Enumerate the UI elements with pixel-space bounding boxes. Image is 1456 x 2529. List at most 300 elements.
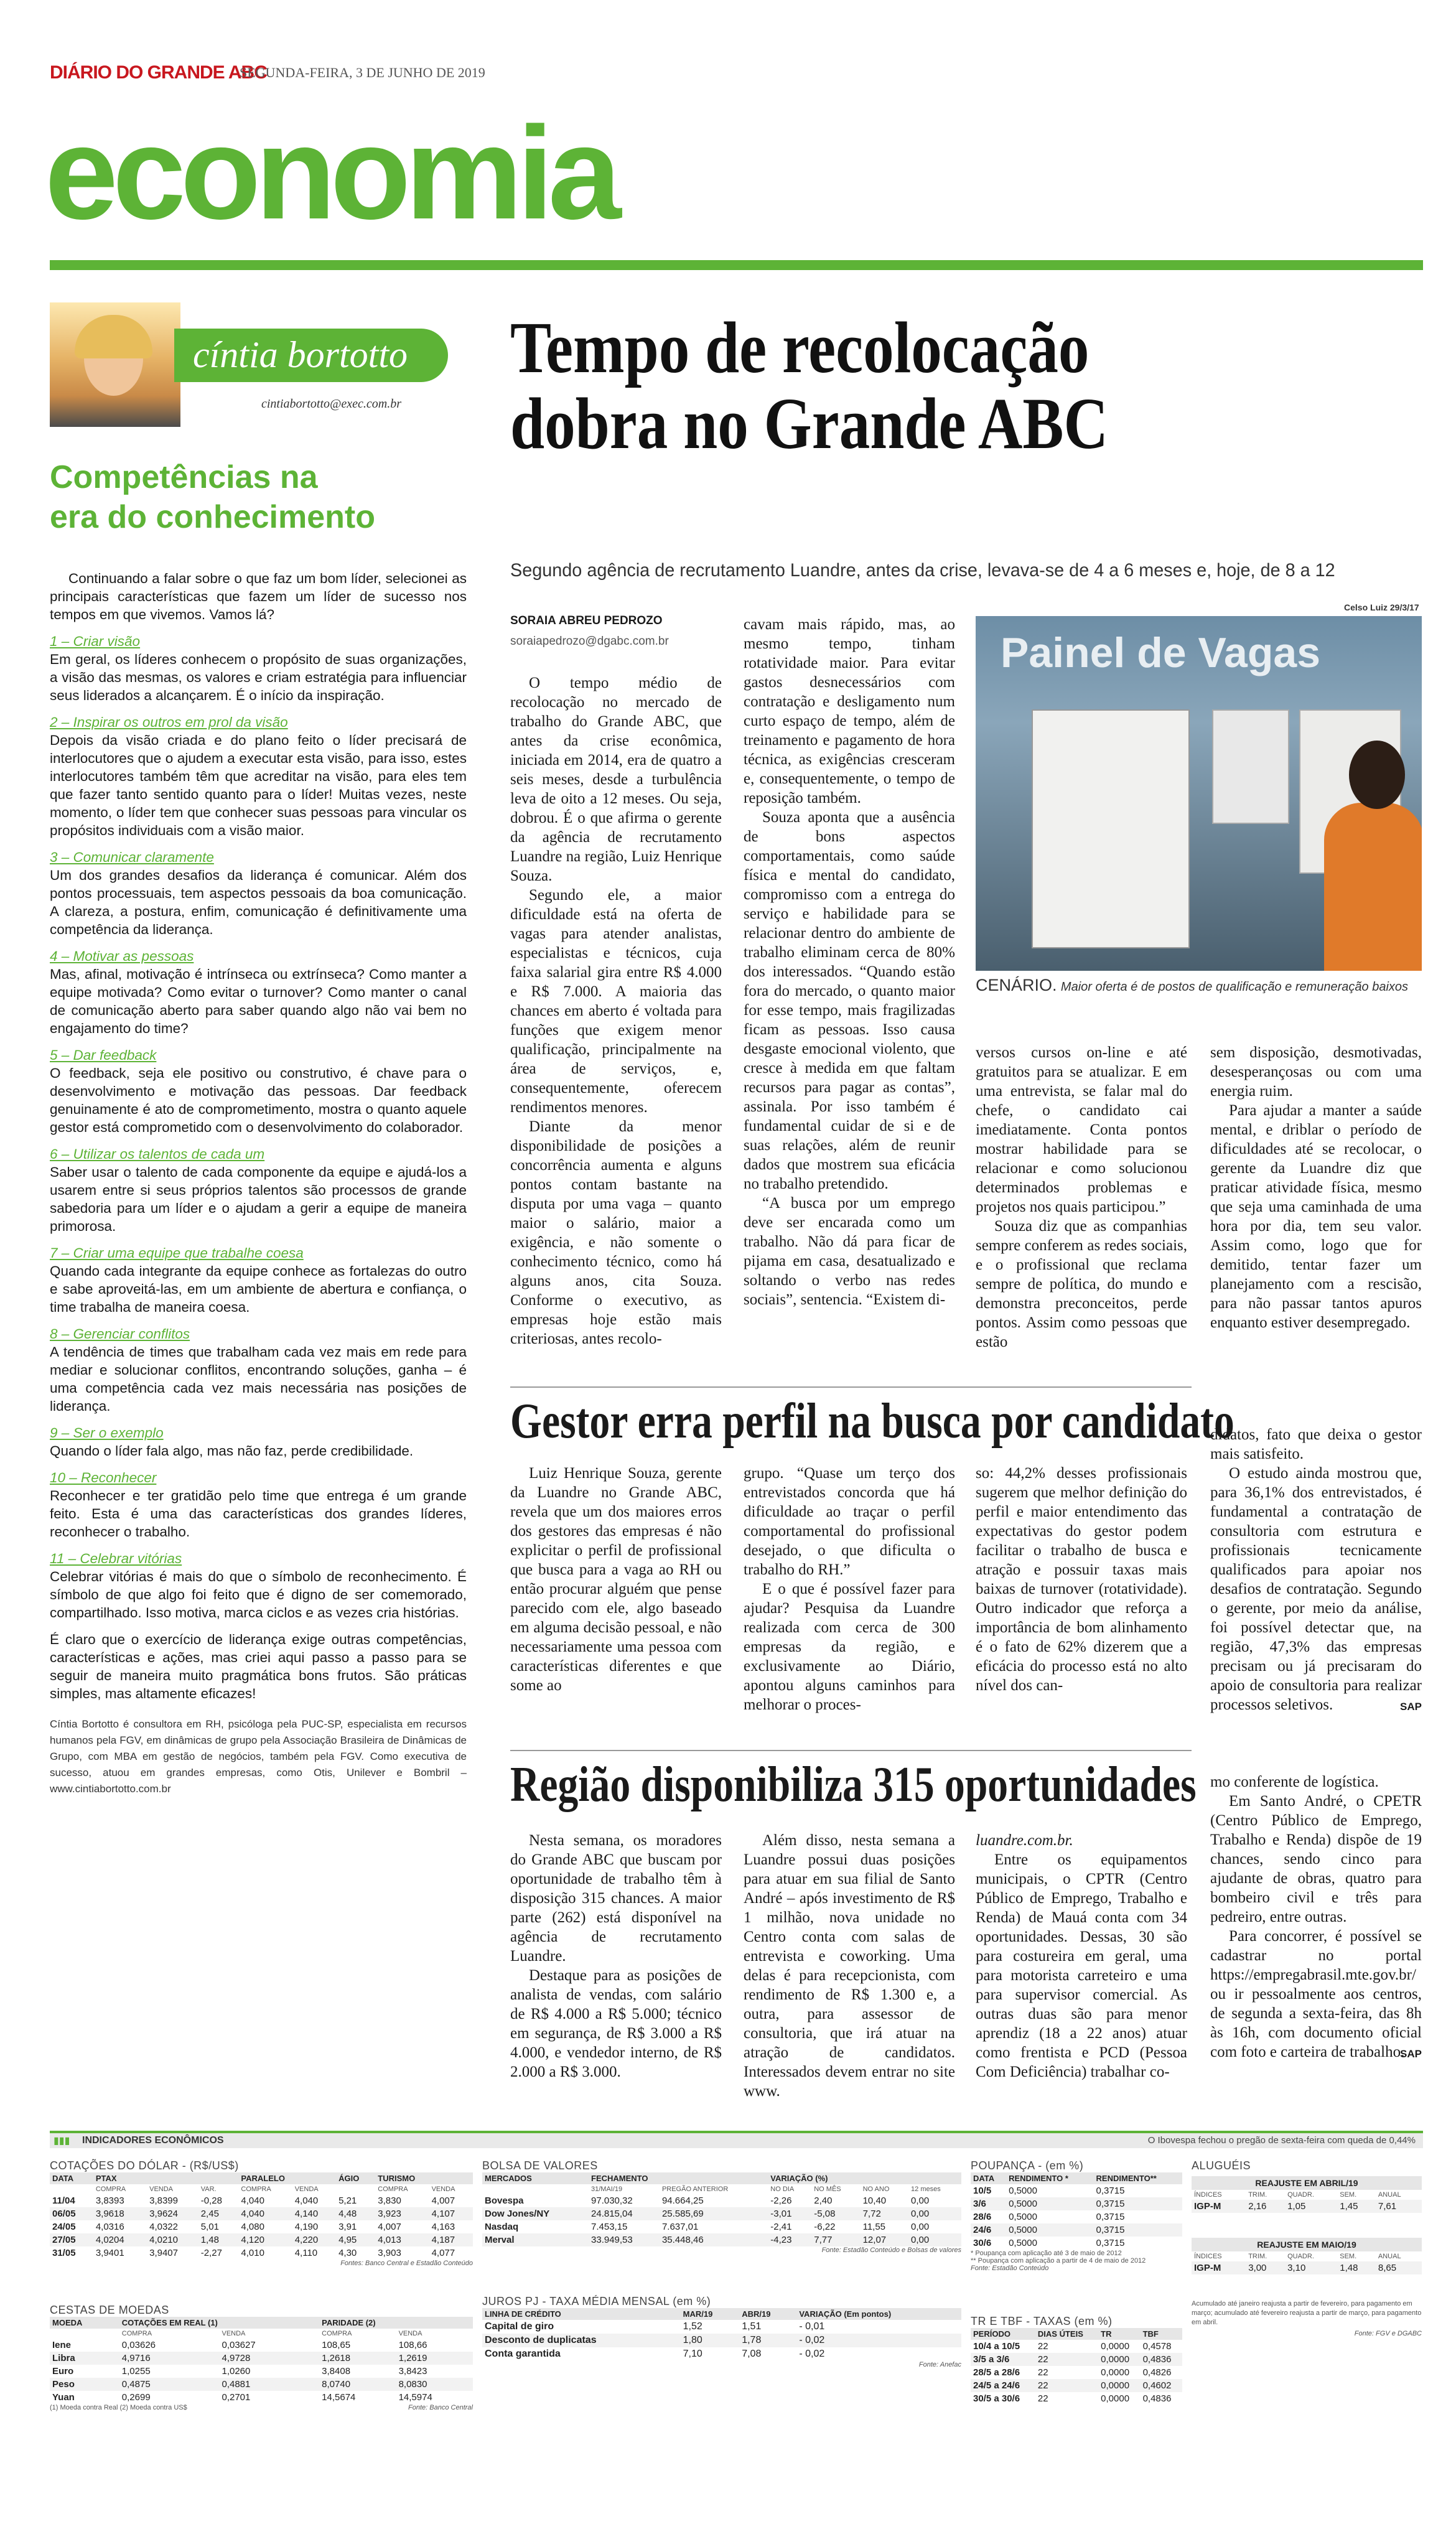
column-title-line-2: era do conhecimento <box>50 499 375 535</box>
juros-title: JUROS PJ - TAXA MÉDIA MENSAL (em %) <box>482 2295 711 2307</box>
cell: 4,190 <box>294 2222 319 2232</box>
cell: 1,51 <box>742 2321 762 2332</box>
cell: 0,4578 <box>1142 2341 1172 2352</box>
col-header: SEM. <box>1340 2191 1357 2199</box>
item-heading: 11 – Celebrar vitórias <box>50 1551 182 1566</box>
table-row <box>971 2366 1182 2379</box>
story-col-2 <box>744 615 955 1309</box>
sub-header: PREGÃO ANTERIOR <box>661 2185 729 2193</box>
cell: -4,23 <box>768 2233 811 2246</box>
item-heading: 5 – Dar feedback <box>50 1047 157 1063</box>
cell: 7.453,15 <box>591 2222 628 2232</box>
item-heading: 8 – Gerenciar conflitos <box>50 1326 190 1342</box>
headline-line-2: dobra no Grande ABC <box>510 383 1109 464</box>
col-header: RENDIMENTO** <box>1094 2172 1182 2184</box>
cell: 14,5674 <box>322 2392 356 2403</box>
cell: 24/05 <box>52 2222 76 2232</box>
note: * Poupança com aplicação até 3 de maio de 2012 <box>971 2250 1122 2257</box>
paragraph: so: 44,2% desses profissionais sugerem que melhor definição do perfil e maior entendimento das expectativas do gestor podem facilitar o trabalho de busca e atração e possuir taxas mais baixas de turnover (rotatividade). Outro indicador que reforça a importância de bom alinhamento é o fato de 62% dizerem que a eficácia do processo está no alto nível dos can- <box>976 1465 1187 1694</box>
sub-header: VENDA <box>294 2185 319 2193</box>
poupanca-rows <box>971 2184 1182 2250</box>
cell: 0,0000 <box>1101 2367 1130 2378</box>
cell: 3,9624 <box>147 2207 198 2220</box>
cell: Libra <box>50 2352 119 2365</box>
abr-title: REAJUSTE EM ABRIL/19 <box>1192 2176 1422 2190</box>
sub-header: COMPRA <box>241 2185 271 2193</box>
chart-icon: ▮▮▮ <box>54 2136 70 2146</box>
cell: 0,3715 <box>1094 2223 1182 2237</box>
col-header: ANUAL <box>1378 2191 1401 2199</box>
cell: 4,140 <box>292 2207 336 2220</box>
sub1-col-4 <box>1210 1425 1422 1716</box>
indicators-bar <box>50 2131 1423 2148</box>
item-text: Depois da visão criada e do plano feito o líder precisará de interlocutores que o ajudem a executar esta visão, para isso, estes interlocutores também têm que acreditar na visão, para eles tem que fazer tanto sentido quanto para o líder! Muitas vezes, neste momento, o líder tem que conhecer suas pessoas para vincular os propósitos individuais com a visão maior. <box>50 732 467 838</box>
cell: -2,27 <box>200 2248 222 2258</box>
column-title-line-1: Competências na <box>50 459 318 495</box>
cell: 4,0210 <box>147 2233 198 2246</box>
cell: Conta garantida <box>485 2349 561 2359</box>
table-row <box>482 2320 961 2334</box>
juros-table <box>482 2295 961 2368</box>
col-header: TRIM. <box>1248 2253 1267 2260</box>
col-header: PTAX <box>93 2172 198 2184</box>
cell: 4,010 <box>241 2248 264 2258</box>
columnist-photo <box>50 302 180 427</box>
sub-header: VENDA <box>398 2330 422 2337</box>
table-row <box>482 2334 961 2347</box>
paragraph: E o que é possível fazer para ajudar? Pesquisa da Luandre realizada com cerca de 300 empresas da região, e exclusivamente ao Diário, apontou alguns caminhos para melhorar o proces- <box>744 1581 955 1713</box>
cell: 1,80 <box>681 2334 740 2347</box>
cell: 4,0204 <box>93 2233 147 2246</box>
cell: 4,0316 <box>95 2222 124 2232</box>
sub-header: COMPRA <box>378 2185 408 2193</box>
col-header: LINHA DE CRÉDITO <box>482 2308 681 2320</box>
cell: 4,040 <box>238 2207 292 2220</box>
cell: 4,107 <box>429 2207 473 2220</box>
photo-credit: Celso Luiz 29/3/17 <box>1344 602 1419 612</box>
cell: 8,0740 <box>319 2378 396 2391</box>
paragraph: versos cursos on-line e até gratuitos para se atualizar. E em uma entrevista, se falar mal do chefe, o candidato cai imediatamente. Conta pontos mostrar habilidade para se relacionar e como solucionou determinados problemas e projetos nos quais participou.” <box>976 1044 1187 1215</box>
paragraph: O estudo ainda mostrou que, para 36,1% dos entrevistados, é fundamental a contratação de consultoria com estrutura e profissionais tecnicamente qualificados para apoiar nos desafios de contratação. Segundo o gerente, por meio da análise, foi possível detectar que, na região, 47,3% das empresas precisam ou já precisaram do apoio de consultoria para realizar processos seletivos. <box>1210 1465 1422 1713</box>
item-text: Mas, afinal, motivação é intrínseca ou extrínseca? Como manter a equipe motivada? Como evitar o turnover? Como manter o canal de comunicação aberto para saber quando algo não vai bem no engajamento do time? <box>50 966 467 1036</box>
col-header: TRIM. <box>1248 2191 1267 2199</box>
cell: 3,903 <box>378 2248 401 2258</box>
item-text: Quando cada integrante da equipe conhece as fortalezas do outro e sabe aproveitá-las, em um ambiente de abertura e confiança, o time trabalha de maneira coesa. <box>50 1263 467 1315</box>
cell: 0,4836 <box>1141 2353 1182 2366</box>
cell: 22 <box>1037 2393 1048 2404</box>
cell: 97.030,32 <box>591 2195 633 2206</box>
cell: 108,66 <box>398 2340 427 2350</box>
mai-title: REAJUSTE EM MAIO/19 <box>1192 2238 1422 2251</box>
sub-header: 31/MAI/19 <box>591 2185 623 2193</box>
cell: -5,08 <box>811 2207 860 2220</box>
cell: 3,00 <box>1246 2261 1285 2274</box>
cell: Bovespa <box>485 2195 524 2206</box>
item-text: Um dos grandes desafios da liderança é comunicar. Além dos pontos processuais, tem aspectos pessoais da boa comunicação. A clareza, a postura, enfim, comunicação é definitivamente uma competência da liderança. <box>50 867 467 937</box>
col-header: MOEDA <box>50 2317 119 2329</box>
cell: 1,48 <box>1337 2261 1376 2274</box>
item-heading: 10 – Reconhecer <box>50 1470 157 1485</box>
cell: 4,040 <box>294 2195 319 2206</box>
paragraph: Luiz Henrique Souza, gerente da Luandre no Grande ABC, revela que um dos maiores erros dos gestores das empresas é não explicitar o perfil de profissional que busca para a vaga ao RH ou então procurar alguém que pense parecido com ele, algo baseado em alguma decisão pessoal, e não necessariamente uma pessoa com características diferentes e que some ao <box>510 1465 722 1694</box>
sub-header: VENDA <box>222 2330 246 2337</box>
table-row <box>971 2353 1182 2366</box>
photo-caption <box>976 976 1424 995</box>
cell: 0,00 <box>911 2222 930 2232</box>
cell: 5,01 <box>200 2222 219 2232</box>
paragraph: Em Santo André, o CPETR (Centro Público de Emprego, Trabalho e Renda) dispõe de 19 chances, sendo cinco para ajudante de obras, quatro para bombeiro civil e três para pedreiro, entre outras. <box>1210 1793 1422 1925</box>
bolsa-title: BOLSA DE VALORES <box>482 2159 598 2172</box>
cell: 0,00 <box>908 2207 961 2220</box>
cell: 0,0000 <box>1098 2379 1140 2392</box>
cell: 7,10 <box>683 2349 702 2359</box>
divider <box>510 1750 1192 1751</box>
cell: 4,110 <box>294 2248 318 2258</box>
cell: 3,830 <box>378 2195 401 2206</box>
alugueis-table <box>1192 2159 1422 2337</box>
cell: -2,41 <box>770 2222 792 2232</box>
col-header: MAR/19 <box>681 2308 740 2320</box>
cell: 3,8399 <box>149 2195 178 2206</box>
cell: 11/04 <box>52 2195 75 2206</box>
moedas-table <box>50 2304 473 2411</box>
sub2-title: Região disponibiliza 315 oportunidades <box>510 1757 1197 1812</box>
cell: 0,0000 <box>1101 2341 1130 2352</box>
table-row <box>50 2207 473 2220</box>
item-text: Saber usar o talento de cada componente da equipe e ajudá-los a usarem entre si seus próprios talentos são processos de grande sabedoria para um líder e o ajudam a gerir a equipe de maneira primorosa. <box>50 1164 467 1234</box>
poupanca-table <box>971 2159 1182 2272</box>
sub1-col-3 <box>976 1464 1187 1695</box>
col-header: DIAS ÚTEIS <box>1035 2328 1098 2340</box>
cell: 33.949,53 <box>589 2233 660 2246</box>
table-row <box>971 2197 1182 2210</box>
paragraph: Diante da menor disponibilidade de posições a concorrência aumenta e alguns pontos contam bastante na disputa por uma vaga – quanto maior o salário, maior a exigência, e não somente o conhecimento técnico, como há alguns anos, cita Souza. Conforme o executivo, as empresas hoje estão mais criteriosas, antes recolo- <box>510 1118 722 1347</box>
cell: 3,9407 <box>149 2248 178 2258</box>
cell: Capital de giro <box>485 2321 554 2332</box>
cell: 22 <box>1035 2379 1098 2392</box>
item-heading: 2 – Inspirar os outros em prol da visão <box>50 714 288 730</box>
source: Fonte: FGV e DGABC <box>1354 2330 1422 2337</box>
cell: 1,45 <box>1337 2200 1376 2213</box>
dolar-rows <box>50 2194 473 2260</box>
table-row <box>971 2392 1182 2405</box>
juros-rows <box>482 2320 961 2361</box>
col-header: MERCADOS <box>482 2172 589 2184</box>
source: Fontes: Banco Central e Estadão Conteúdo <box>340 2260 473 2267</box>
cell: 0,2699 <box>121 2392 151 2403</box>
table-row <box>50 2352 473 2365</box>
columnist-email: cintiabortotto@exec.com.br <box>261 397 402 411</box>
sub-header: NO ANO <box>862 2185 890 2193</box>
note: (1) Moeda contra Real (2) Moeda contra US$ <box>50 2404 187 2411</box>
cell: 1,52 <box>683 2321 702 2332</box>
table-row <box>50 2246 473 2260</box>
paragraph: “A busca por um emprego deve ser encarada como um trabalho. Não dá para ficar de pijama em casa, desatualizado e soltando o verbo nas redes sociais”, sentencia. “Existem di- <box>744 1195 955 1308</box>
table-row <box>50 2339 473 2352</box>
story-col-4 <box>1210 1043 1422 1332</box>
issue-date: SEGUNDA-FEIRA, 3 DE JUNHO DE 2019 <box>240 65 485 80</box>
paragraph: Segundo ele, a maior dificuldade está na oferta de vagas para atender analistas, especialistas e técnicos, cuja faixa salarial gira entre R$ 4.000 e R$ 7.000. A maioria das chances em aberto é voltada para funções que exigem menor qualificação, principalmente na área de serviços, e, consequentemente, oferecem rendimentos menores. <box>510 887 722 1116</box>
cell: 35.448,46 <box>660 2233 768 2246</box>
cell: - 0,02 <box>796 2334 961 2347</box>
cell: 4,9728 <box>219 2352 319 2365</box>
col-header: SEM. <box>1340 2253 1357 2260</box>
paragraph: Souza aponta que a ausência de bons aspectos comportamentais, como saúde física e mental do candidato, compromisso com a entrega do serviço e habilidade para se relacionar dentro do ambiente de trabalho eliminam cerca de 80% dos interessados. “Quando estão fora do mercado, o quanto maior for esse tempo, mais fragilizadas ficam as pessoas. Isso causa desgaste emocional violento, que cresce à medida em que faltam recursos para pagar as contas”, assinala. Por isso também é fundamental cuidar de si e de suas relações, além de reunir dados que mostrem sua eficácia no trabalho pretendido. <box>744 809 955 1192</box>
table-row <box>50 2378 473 2391</box>
cell: 108,65 <box>322 2340 351 2350</box>
cell: 11,55 <box>862 2222 886 2232</box>
story-col-1 <box>510 673 722 1349</box>
story-photo <box>976 616 1422 971</box>
ibovespa-note: O Ibovespa fechou o pregão de sexta-feira com queda de 0,44% <box>1147 2135 1416 2146</box>
cell: 4,30 <box>338 2248 357 2258</box>
byline-email: soraiapedrozo@dgabc.com.br <box>510 635 669 648</box>
cell: 0,4836 <box>1142 2393 1172 2404</box>
item-text: O feedback, seja ele positivo ou construtivo, é chave para o desenvolvimento e motivação das pessoas. Dar feedback genuinamente é ato de comprometimento, mostra o quanto aquele gestor está comprometido com o desenvolvimento do colaborador. <box>50 1065 467 1135</box>
deck: Segundo agência de recrutamento Luandre, antes da crise, levava-se de 4 a 6 meses e, hoje, de 8 a 12 <box>510 560 1335 581</box>
cell: IGP-M <box>1192 2200 1246 2213</box>
table-row <box>971 2237 1182 2250</box>
paragraph: sem disposição, desmotivadas, desesperançosas ou com uma energia ruim. <box>1210 1044 1422 1100</box>
item-text: Em geral, os líderes conhecem o propósito de suas organizações, a visão das mesmas, os valores e criam estratégia para influenciar seus liderados a alcançarem. É o início da inspiração. <box>50 652 467 703</box>
column-title <box>50 457 375 537</box>
cell: Merval <box>482 2233 589 2246</box>
moedas-rows <box>50 2339 473 2404</box>
cell: 1,0260 <box>222 2366 251 2377</box>
sub-header: VAR. <box>200 2185 217 2193</box>
col-header: TURISMO <box>375 2172 473 2184</box>
bolsa-table <box>482 2159 961 2254</box>
cell: 10,40 <box>862 2195 887 2206</box>
col-header: TBF <box>1141 2328 1182 2340</box>
source: Fonte: Banco Central <box>408 2404 473 2411</box>
paragraph: Souza diz que as companhias sempre conferem as redes sociais, e o profissional que reclama sempre de política, do mundo e demonstra preconceitos, perde pontos. Assim como pessoas que estão <box>976 1218 1187 1350</box>
cell: 1,2618 <box>319 2352 396 2365</box>
cell: 0,00 <box>908 2233 961 2246</box>
sub-header: VENDA <box>149 2185 174 2193</box>
paragraph: grupo. “Quase um terço dos entrevistados concorda que há dificuldade ao traçar o perfil comportamental do profissional desejado, o que dificulta o trabalho do RH.” <box>744 1465 955 1578</box>
col-header: QUADR. <box>1287 2191 1314 2199</box>
col-header: PARALELO <box>238 2172 336 2184</box>
cell: 1,05 <box>1285 2200 1337 2213</box>
caption-text: Maior oferta é de postos de qualificação e remuneração baixos <box>1060 980 1409 994</box>
cell: Yuan <box>52 2392 75 2403</box>
headline-line-1: Tempo de recolocação <box>510 307 1090 388</box>
col-header: ÁGIO <box>336 2172 375 2184</box>
cell: 0,3715 <box>1096 2212 1125 2222</box>
col-header: FECHAMENTO <box>589 2172 768 2184</box>
divider <box>510 1386 1192 1388</box>
cell: 3,8393 <box>95 2195 124 2206</box>
sub1-title: Gestor erra perfil na busca por candidato <box>510 1394 1234 1449</box>
cell: -6,22 <box>814 2222 836 2232</box>
cell: 0,4875 <box>119 2378 220 2391</box>
column-bio: Cíntia Bortotto é consultora em RH, psicóloga pela PUC-SP, especialista em recursos humanos pela FGV, em dinâmicas de grupo pela Associação Brasileira de Dinâmicas de Grupo, com MBA em gestão de negócios, também pela FGV. Como executiva de sucesso, atuou em grandes empresas, como Otis, Unilever e Bombril – www.cintiabortotto.com.br <box>50 1718 467 1795</box>
note: ** Poupança com aplicação a partir de 4 de maio de 2012 <box>971 2257 1146 2265</box>
sub1-col-2 <box>744 1464 955 1714</box>
col-header: DATA <box>50 2172 93 2184</box>
cell: 4,040 <box>241 2195 264 2206</box>
table-row <box>971 2184 1182 2197</box>
col-header: PERÍODO <box>971 2328 1035 2340</box>
cell: IGP-M <box>1192 2261 1246 2274</box>
cell: 27/05 <box>50 2233 93 2246</box>
cell: 3,9401 <box>95 2248 124 2258</box>
cell: 7,08 <box>742 2349 762 2359</box>
col-header: ANUAL <box>1378 2253 1401 2260</box>
cell: -0,28 <box>200 2195 222 2206</box>
cell: 7.637,01 <box>661 2222 699 2232</box>
cell: 0,4881 <box>219 2378 319 2391</box>
cell: 0,5000 <box>1009 2238 1037 2248</box>
sub2-col-2 <box>744 1831 955 2101</box>
paragraph: O tempo médio de recolocação no mercado de trabalho do Grande ABC, que antes da crise econômica, iniciada em 2014, era de quatro a seis meses, desde a turbulência leva de oito a 12 meses. Ou seja, dobrou. É o que afirma o gerente da agência de recrutamento Luandre na região, Luiz Henrique Souza. <box>510 675 722 884</box>
note: Acumulado até janeiro reajusta a partir de fevereiro, para pagamento em março; acumulado até fevereiro reajusta a partir de março, para pagamento em abril. <box>1192 2300 1422 2326</box>
paragraph: Entre os equipamentos municipais, o CPTR (Centro Público de Emprego, Trabalho e Renda) de Mauá conta com 34 oportunidades. Dessas, 30 são para costureira em geral, uma para motorista carreteiro e uma para supervisor comercial. As outras duas são para menor aprendiz (18 a 22 anos) atuar como frentista e PCD (Pessoa Com Deficiência) trabalhar co- <box>976 1851 1187 2080</box>
cell: 4,077 <box>431 2248 455 2258</box>
poupanca-title: POUPANÇA - (em %) <box>971 2159 1084 2172</box>
paragraph: Para ajudar a manter a saúde mental, e driblar o período de dificuldades até se recolocar, o gerente da Luandre diz que praticar atividade física, mesmo que seja uma caminhada de uma hora por dia, tem seu valor. Assim como, logo que for demitido, tentar fazer um planejamento com a rescisão, para não passar tantos apuros enquanto estiver desempregado. <box>1210 1102 1422 1331</box>
cell: 3,923 <box>375 2207 429 2220</box>
cell: 4,080 <box>241 2222 264 2232</box>
cell: 24/5 a 24/6 <box>971 2379 1035 2392</box>
sub-header: 12 meses <box>911 2185 941 2193</box>
section-title: economia <box>45 99 616 246</box>
table-row <box>50 2220 473 2233</box>
cell: 0,03627 <box>222 2340 256 2350</box>
cell: Peso <box>50 2378 119 2391</box>
cell: 0,0000 <box>1101 2393 1130 2404</box>
cell: 30/5 a 30/6 <box>973 2393 1020 2404</box>
cell: 14,5974 <box>398 2392 432 2403</box>
col-header: TR <box>1098 2328 1140 2340</box>
cell: 2,45 <box>198 2207 239 2220</box>
cell: 28/5 a 28/6 <box>973 2367 1020 2378</box>
cell: 06/05 <box>50 2207 93 2220</box>
cell: 22 <box>1035 2353 1098 2366</box>
cell: 7,72 <box>861 2207 908 2220</box>
cell: 4,9716 <box>119 2352 220 2365</box>
col-header: ABR/19 <box>739 2308 796 2320</box>
sub2-col-1 <box>510 1831 722 2082</box>
paragraph: Além disso, nesta semana a Luandre possui duas posições para atuar em sua filial de Santo André – após investimento de R$ 1 milhão, nova unidade no Centro conta com salas de entrevista e coworking. Uma delas é para recepcionista, com rendimento de R$ 1.300 e, a outra, para assessor de consultoria, que irá atuar na atração de candidatos. Interessados devem entrar no site www. <box>744 1832 955 2100</box>
dolar-title: COTAÇÕES DO DÓLAR - (R$/US$) <box>50 2159 239 2172</box>
columnist-name: cíntia bortotto <box>193 334 408 375</box>
cell: 31/05 <box>52 2248 76 2258</box>
sub-header: COMPRA <box>95 2185 126 2193</box>
paper-logo: DIÁRIO DO GRANDE ABC <box>50 62 267 83</box>
table-row <box>482 2220 961 2233</box>
cell: 4,163 <box>431 2222 455 2232</box>
sub-header: VENDA <box>431 2185 455 2193</box>
table-row <box>971 2379 1182 2392</box>
table-row <box>971 2340 1182 2353</box>
cell: -3,01 <box>768 2207 811 2220</box>
caption-label: CENÁRIO. <box>976 976 1057 994</box>
byline: SORAIA ABREU PEDROZO <box>510 614 663 627</box>
cell: 8,65 <box>1376 2261 1422 2274</box>
table-row <box>50 2233 473 2246</box>
cell: 0,0000 <box>1098 2353 1140 2366</box>
sub2-col-3 <box>976 1831 1187 2082</box>
paragraph: cavam mais rápido, mas, ao mesmo tempo, tinham rotatividade maior. Para evitar gastos desnecessários com contratação e desligamento num curto espaço de tempo, além de treinamento e pagamento de hora técnica, as exigências cresceram e, consequentemente, o tempo de reposição também. <box>744 616 955 806</box>
cell: 0,2701 <box>222 2392 251 2403</box>
item-text: Quando o líder fala algo, mas não faz, perde credibilidade. <box>50 1443 414 1459</box>
cell: 0,5000 <box>1006 2197 1093 2210</box>
cell: 2,16 <box>1246 2200 1285 2213</box>
cell: 4,007 <box>378 2222 401 2232</box>
col-header: PARIDADE (2) <box>319 2317 473 2329</box>
cell: - 0,02 <box>799 2349 825 2359</box>
paragraph: Nesta semana, os moradores do Grande ABC que buscam por oportunidade de trabalho têm à disposição 315 chances. A maior parte (262) está disponível na agência de recrutamento Luandre. <box>510 1832 722 1965</box>
item-text: Celebrar vitórias é mais do que o símbolo de reconhecimento. É símbolo de que algo foi feito que é digno de ser comemorado, compartilhado. Isso motiva, marca ciclos e as vezes cria histórias. <box>50 1569 467 1620</box>
cell: 8,0830 <box>396 2378 473 2391</box>
item-heading: 4 – Motivar as pessoas <box>50 948 194 964</box>
source: Fonte: Estadão Conteúdo <box>971 2265 1049 2272</box>
signature: SAP <box>1400 1701 1422 1713</box>
cell: 1,78 <box>739 2334 796 2347</box>
signature: SAP <box>1400 2048 1422 2060</box>
paragraph: Para concorrer, é possível se cadastrar no portal https://empregabrasil.mte.gov.br/ ou ir pessoalmente aos centros, de segunda a sexta-feira, das 8h às 16h, com documento oficial com foto e carteira de trabalho. <box>1210 1928 1422 2060</box>
sub-header: COMPRA <box>322 2330 352 2337</box>
cell: 1,2619 <box>396 2352 473 2365</box>
cell: 94.664,25 <box>661 2195 704 2206</box>
paragraph: Destaque para as posições de analista de vendas, com salário de R$ 4.000 a R$ 5.000; técnico em segurança, de R$ 3.000 a R$ 4.000, e vendedor interno, de R$ 2.000 a R$ 3.000. <box>510 1967 722 2080</box>
indicators-label: INDICADORES ECONÔMICOS <box>82 2135 224 2146</box>
tr-title: TR E TBF - TAXAS (em %) <box>971 2315 1113 2327</box>
item-text: Reconhecer e ter gratidão pelo time que entrega é um grande feito. Esta é uma das características dos grandes líderes, reconhecer o trabalho. <box>50 1488 467 1540</box>
alugueis-title: ALUGUÉIS <box>1192 2159 1251 2172</box>
table-row <box>482 2347 961 2361</box>
col-header: COTAÇÕES EM REAL (1) <box>119 2317 319 2329</box>
columnist-banner <box>50 302 448 427</box>
cell: 7,61 <box>1376 2200 1422 2213</box>
item-text: A tendência de times que trabalham cada vez mais em rede para mediar e solucionar conflitos, encontrando soluções, ganha – é uma competência cada vez mais necessária nas posições de liderança. <box>50 1344 467 1414</box>
cell: 1,0255 <box>121 2366 151 2377</box>
tr-table <box>971 2315 1182 2405</box>
col-header: ÍNDICES <box>1194 2191 1222 2199</box>
col-header: RENDIMENTO * <box>1006 2172 1093 2184</box>
cell: 24/6 <box>971 2223 1006 2237</box>
table-row <box>50 2365 473 2378</box>
cell: 3,8408 <box>322 2366 351 2377</box>
cell: 1,48 <box>198 2233 239 2246</box>
cell: 4,007 <box>431 2195 455 2206</box>
col-header: ÍNDICES <box>1194 2253 1222 2260</box>
cell: 0,5000 <box>1006 2223 1093 2237</box>
cell: 0,00 <box>911 2195 930 2206</box>
item-heading: 3 – Comunicar claramente <box>50 849 214 865</box>
cell: 2,40 <box>814 2195 833 2206</box>
col-header: VARIAÇÃO (%) <box>768 2172 961 2184</box>
col-header: DATA <box>971 2172 1006 2184</box>
section-rule <box>50 260 1423 270</box>
sub-header: NO MÊS <box>814 2185 841 2193</box>
cell: 22 <box>1037 2341 1048 2352</box>
cell: 3/6 <box>971 2197 1006 2210</box>
cell: 0,4826 <box>1142 2367 1172 2378</box>
cell: Dow Jones/NY <box>482 2207 589 2220</box>
column-body <box>50 569 467 1797</box>
tr-rows <box>971 2340 1182 2405</box>
item-heading: 9 – Ser o exemplo <box>50 1425 164 1441</box>
cell: 4,187 <box>429 2233 473 2246</box>
table-row <box>50 2391 473 2404</box>
cell: 10/4 a 10/5 <box>973 2341 1020 2352</box>
paragraph: mo conferente de logística. <box>1210 1774 1379 1790</box>
cell: Iene <box>52 2340 72 2350</box>
table-row <box>482 2194 961 2207</box>
